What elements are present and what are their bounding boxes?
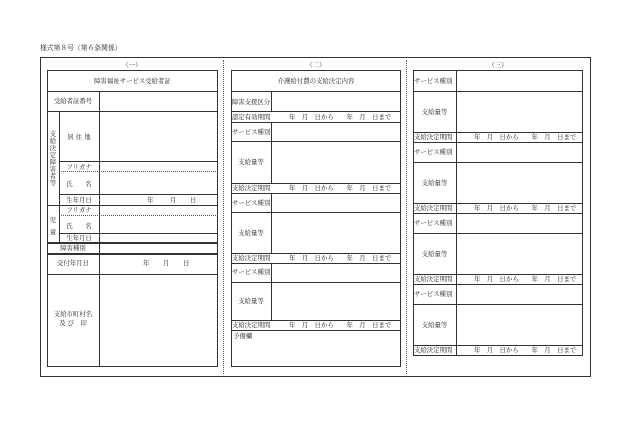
furigana-label: フリガナ [66, 163, 92, 171]
card2-col-line [271, 263, 272, 320]
card2-title: 介護給付費の支給決定内容 [277, 77, 355, 85]
issue-day: 日 [183, 259, 190, 267]
decision-period-text: 年 月 日から 年 月 日まで [474, 133, 577, 141]
decision-period-text: 年 月 日から 年 月 日まで [289, 321, 392, 329]
amount-label: 支給量等 [238, 297, 264, 305]
card1-col-line [99, 91, 100, 111]
birth-day: 日 [190, 196, 197, 204]
name-label: 氏 名 [66, 180, 92, 188]
card3-line [413, 233, 583, 234]
card2-line [231, 330, 401, 331]
card1-line [59, 161, 218, 162]
card2-line [231, 212, 401, 213]
card2-line [231, 111, 401, 112]
card2-line [231, 122, 401, 123]
card1-col-line [99, 243, 100, 253]
card1-col-line [99, 254, 100, 274]
card1-number: （一） [122, 61, 142, 69]
card1-line [59, 194, 218, 195]
card1-line [47, 253, 218, 255]
decision-period-text: 年 月 日から 年 月 日まで [289, 254, 392, 262]
card3-line [413, 162, 583, 163]
decision-period-text: 年 月 日から 年 月 日まで [474, 204, 577, 212]
card3-line [413, 213, 583, 214]
card1-line [47, 91, 218, 92]
amount-label: 支給量等 [421, 108, 448, 116]
card2-col-line [271, 122, 272, 183]
card1-title: 障害福祉サービス受給者証 [94, 77, 171, 85]
form-title: 様式第８号（第６条関係） [40, 44, 122, 52]
decision-period-label: 支給決定期間 [232, 254, 271, 262]
card2-col-line [271, 193, 272, 253]
card3-number: （三） [488, 61, 508, 69]
card1-col-line [99, 274, 100, 367]
amount-label: 支給量等 [421, 179, 448, 187]
card1-line [47, 111, 218, 112]
amount-label: 支給量等 [238, 158, 264, 166]
birth-year: 年 [147, 196, 154, 204]
decision-period-label: 支給決定期間 [414, 346, 453, 354]
child-group-label: 児童 [49, 216, 57, 236]
cert-period-label: 認定有効期間 [232, 113, 271, 121]
amount-label: 支給量等 [238, 229, 264, 237]
applicant-group-label: 支給決定障害者等 [49, 130, 57, 187]
service-type-label: サービス種別 [414, 148, 453, 156]
cert-no-label: 受給者証番号 [53, 97, 93, 105]
remarks-label: 予備欄 [233, 332, 253, 340]
birth-month: 月 [170, 196, 177, 204]
service-type-label: サービス種別 [232, 268, 271, 276]
cert-period-text: 年 月 日から 年 月 日まで [289, 113, 392, 121]
child-birth-label: 生年月日 [66, 234, 92, 242]
card2-col-line [271, 91, 272, 111]
service-type-label: サービス種別 [232, 199, 271, 207]
birthdate-label: 生年月日 [66, 196, 92, 204]
child-furigana-label: フリガナ [66, 206, 92, 214]
amount-label: 支給量等 [421, 321, 448, 329]
card2-line [231, 263, 401, 264]
card2-line [231, 141, 401, 142]
service-type-label: サービス種別 [414, 219, 453, 227]
address-label: 居 住 地 [67, 133, 91, 141]
support-class-label: 障害支援区分 [231, 98, 271, 106]
card3-line [413, 142, 583, 143]
card1-col-line [99, 205, 100, 242]
child-name-label: 氏 名 [66, 222, 92, 230]
decision-period-text: 年 月 日から 年 月 日まで [474, 346, 577, 354]
card3-line [413, 304, 583, 305]
separator-1 [223, 60, 224, 374]
card1-line [47, 274, 218, 275]
disability-type-label: 障害種別 [60, 244, 86, 252]
amount-label: 支給量等 [421, 250, 448, 258]
service-type-label: サービス種別 [414, 290, 453, 298]
decision-period-label: 支給決定期間 [232, 321, 271, 329]
decision-period-label: 支給決定期間 [414, 204, 453, 212]
decision-period-label: 支給決定期間 [414, 133, 453, 141]
card2-number: （二） [306, 61, 326, 69]
furigana-dotted [59, 171, 218, 172]
municipality-label: 支給市町村名 及 び 印 [53, 310, 93, 327]
issue-month: 月 [163, 259, 170, 267]
card2-line [231, 282, 401, 283]
card3-line [413, 91, 583, 92]
decision-period-text: 年 月 日から 年 月 日まで [474, 275, 577, 283]
card1-col-line [59, 111, 60, 205]
card3-line [413, 284, 583, 285]
decision-period-label: 支給決定期間 [414, 275, 453, 283]
card2-line [231, 193, 401, 194]
decision-period-text: 年 月 日から 年 月 日まで [289, 184, 392, 192]
card1-col-line [99, 111, 100, 205]
card2-line [231, 91, 401, 92]
issue-year: 年 [143, 259, 150, 267]
issue-date-label: 交付年月日 [57, 259, 89, 267]
child-furigana-dotted [59, 215, 218, 216]
service-type-label: サービス種別 [232, 128, 271, 136]
service-type-label: サービス種別 [414, 77, 453, 85]
decision-period-label: 支給決定期間 [232, 184, 271, 192]
separator-2 [406, 60, 407, 374]
